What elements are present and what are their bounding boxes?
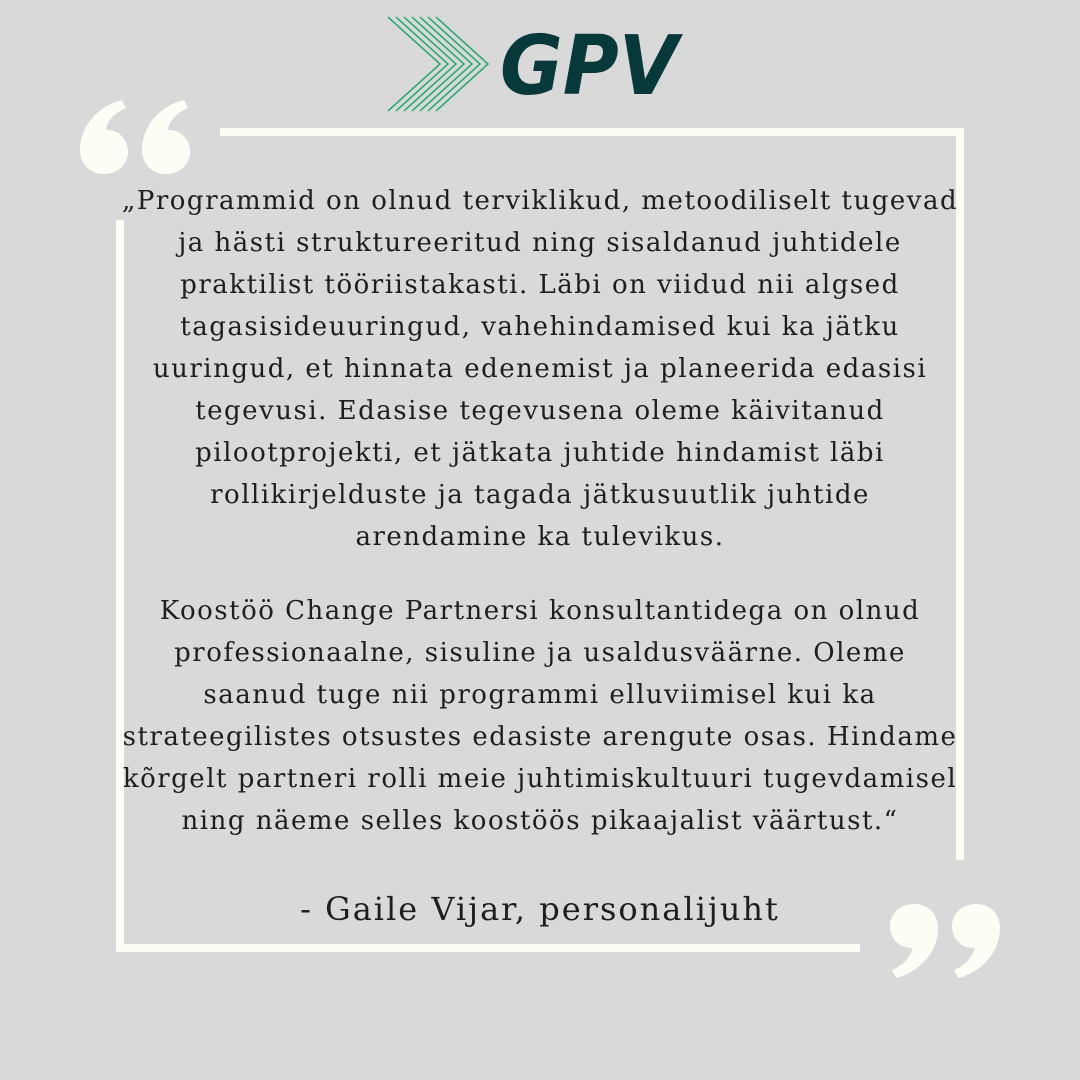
- gpv-logo: [384, 14, 684, 114]
- quote-text: [120, 180, 960, 842]
- quote-paragraph: Koostöö Change Partnersi konsultantidega on olnud professionaalne, sisuline ja usaldusväärne. Oleme saanud tuge nii programmi elluviimisel kui ka strateegilistes otsustes edasiste arengute osas. Hindame kõrgelt partneri rolli meie juhtimiskultuuri tugevdamisel ning näeme selles koostöös pikaajalist väärtust.“: [122, 596, 958, 836]
- open-quote-icon: [78, 96, 198, 186]
- frame-bottom-line: [116, 944, 860, 952]
- chevron-stripes-icon: [388, 17, 488, 111]
- gpv-logo-text: GPV: [500, 19, 684, 114]
- gpv-logo-graphic: [384, 14, 684, 114]
- frame-top-line: [220, 128, 964, 136]
- quote-signature: - Gaile Vijar, personalijuht: [300, 890, 780, 928]
- quote-paragraph: „Programmid on olnud terviklikud, metoodiliselt tugevad ja hästi struktureeritud ning sisaldanud juhtidele praktilist tööriistakasti. Läbi on viidud nii algsed tagasisideuuringud, vahehindamised kui ka jätku uuringud, et hinnata edenemist ja planeerida edasisi tegevusi. Edasise tegevusena oleme käivitanud pilootprojekti, et jätkata juhtide hindamist läbi rollikirjelduste ja tagada jätkusuutlik juhtide arendamine ka tulevikus.: [121, 186, 959, 552]
